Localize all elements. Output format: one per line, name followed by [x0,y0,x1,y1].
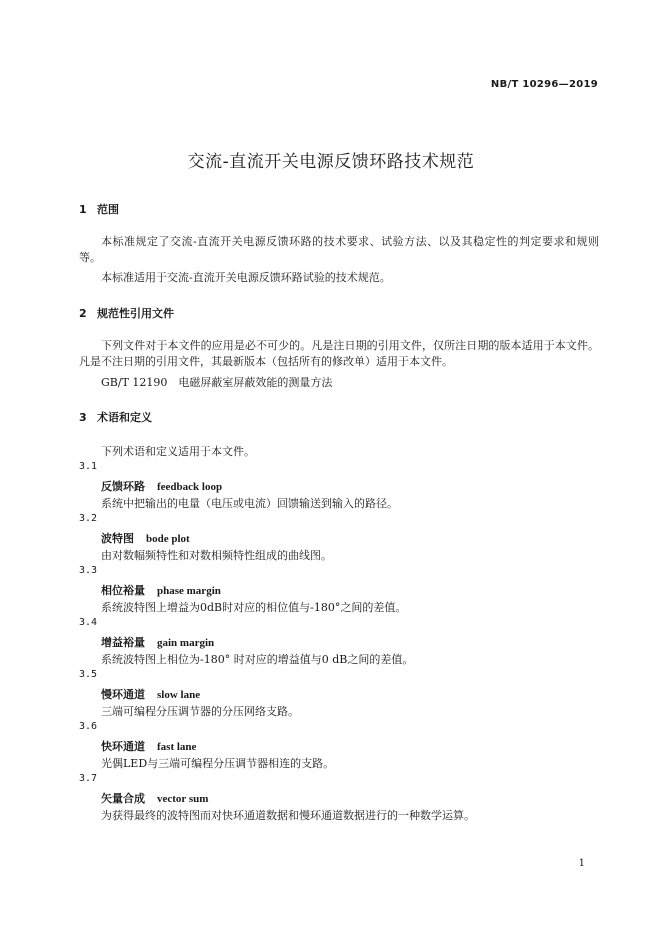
term-definition: 光偶LED与三端可编程分压调节器相连的支路。 [101,757,335,770]
section-number: 1 [79,203,87,216]
term-number: 3.1 [79,461,98,472]
term-en: phase margin [157,585,221,597]
term-definition: 由对数幅频特性和对数相频特性组成的曲线图。 [101,549,332,562]
term-zh: 增益裕量 [101,636,145,649]
term-heading [101,738,196,754]
section-heading-terms-and-definitions [79,409,152,425]
term-en: fast lane [157,741,197,753]
term-definition: 系统波特图上增益为0dB时对应的相位值与-180°之间的差值。 [101,601,407,614]
term-heading [101,530,190,546]
paragraph: 本标准规定了交流-直流开关电源反馈环路的技术要求、试验方法、以及其稳定性的判定要求和规则等。 [79,235,599,264]
term-number: 3.2 [79,513,98,524]
terms-intro: 下列术语和定义适用于本文件。 [101,445,255,458]
term-heading [101,634,214,650]
section-title: 规范性引用文件 [97,307,174,320]
term-number: 3.5 [79,669,98,680]
paragraph: 下列文件对于本文件的应用是必不可少的。凡是注日期的引用文件，仅所注日期的版本适用于本文件。凡是不注日期的引用文件，其最新版本（包括所有的修改单）适用于本文件。 [79,339,599,368]
term-definition: 系统中把输出的电量（电压或电流）回馈输送到输入的路径。 [101,497,398,510]
standard-number: NB/T 10296—2019 [490,79,598,90]
term-definition: 系统波特图上相位为-180° 时对应的增益值与0 dB之间的差值。 [101,653,414,666]
term-en: bode plot [146,533,190,545]
term-en: feedback loop [157,481,223,493]
term-en: vector sum [157,793,209,805]
term-number: 3.7 [79,773,98,784]
term-heading [101,686,200,702]
term-en: gain margin [157,637,215,649]
document-title: 交流-直流开关电源反馈环路技术规范 [187,152,475,172]
term-zh: 快环通道 [101,740,145,753]
term-zh: 波特图 [101,532,134,545]
term-zh: 矢量合成 [101,792,145,805]
term-zh: 反馈环路 [101,480,145,493]
term-number: 3.6 [79,721,98,732]
section-number: 2 [79,307,87,320]
term-definition: 为获得最终的波特图而对快环通道数据和慢环通道数据进行的一种数学运算。 [101,809,475,822]
term-number: 3.4 [79,617,98,628]
term-en: slow lane [157,689,201,701]
term-zh: 慢环通道 [101,688,145,701]
page-number: 1 [578,858,585,869]
term-heading [101,790,208,806]
term-heading [101,478,222,494]
section-heading-normative-references [79,305,174,321]
section-title: 术语和定义 [97,411,152,424]
term-zh: 相位裕量 [101,584,145,597]
reference-entry: GB/T 12190 电磁屏蔽室屏蔽效能的测量方法 [101,376,333,389]
section-title: 范围 [97,203,119,216]
section-heading-scope [79,201,119,217]
term-definition: 三端可编程分压调节器的分压网络支路。 [101,705,299,718]
term-heading [101,582,221,598]
paragraph: 本标准适用于交流-直流开关电源反馈环路试验的技术规范。 [101,271,391,284]
section-number: 3 [79,411,87,424]
term-number: 3.3 [79,565,98,576]
